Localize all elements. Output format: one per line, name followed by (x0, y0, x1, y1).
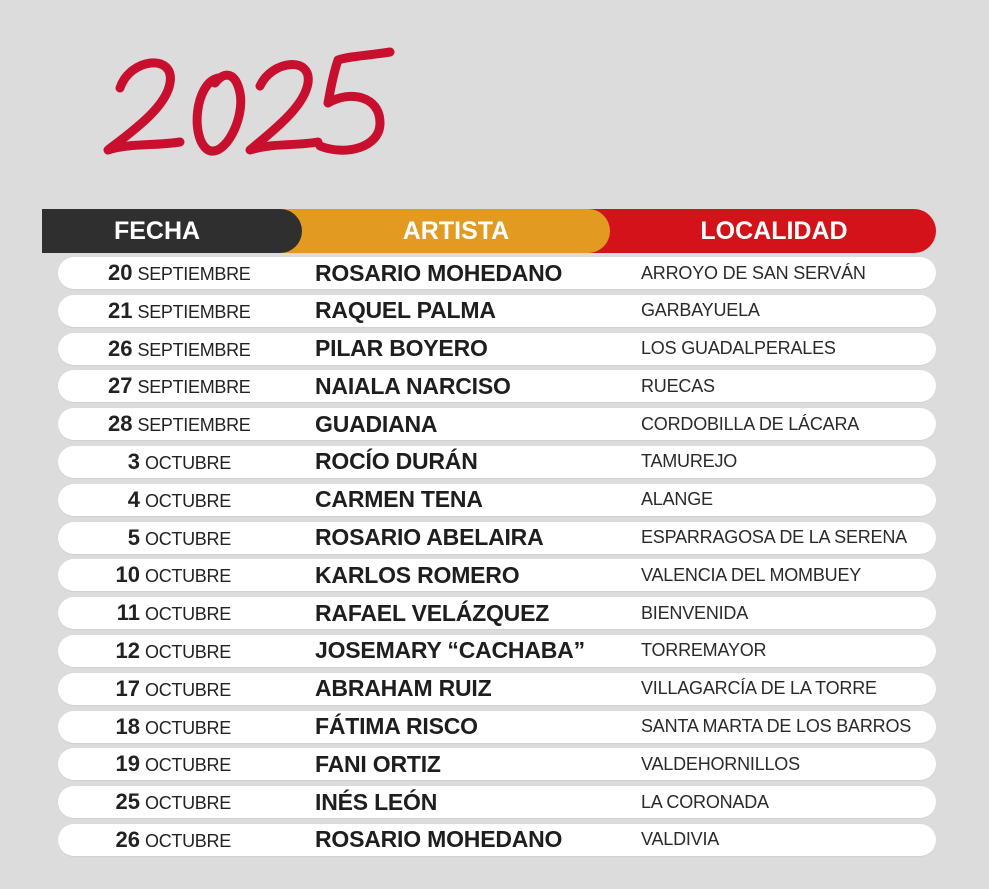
row-day: 4 (127, 486, 140, 512)
row-month: SEPTIEMBRE (137, 301, 251, 322)
table-row (58, 559, 936, 591)
schedule-list (58, 257, 936, 862)
row-date (58, 333, 251, 365)
row-artist: NAIALA NARCISO (315, 372, 511, 399)
row-place: VALDEHORNILLOS (641, 753, 800, 774)
table-row (58, 484, 936, 516)
table-row (58, 673, 936, 705)
row-month: OCTUBRE (145, 793, 231, 814)
row-month: OCTUBRE (145, 528, 231, 549)
table-row (58, 597, 936, 629)
row-date (58, 446, 248, 478)
table-row (58, 824, 936, 856)
row-place: VILLAGARCÍA DE LA TORRE (641, 678, 877, 699)
table-row (58, 786, 936, 818)
row-place: BIENVENIDA (641, 602, 749, 623)
row-day: 10 (115, 562, 140, 588)
table-row (58, 748, 936, 780)
row-place: SANTA MARTA DE LOS BARROS (641, 716, 912, 737)
row-artist: INÉS LEÓN (315, 788, 438, 815)
row-artist: ROSARIO MOHEDANO (315, 259, 563, 286)
row-month: OCTUBRE (145, 490, 231, 511)
row-date (58, 295, 251, 327)
row-date (58, 711, 248, 743)
row-date (58, 522, 248, 554)
row-artist: GUADIANA (315, 410, 438, 437)
row-day: 3 (127, 448, 140, 474)
table-row (58, 635, 936, 667)
row-day: 19 (115, 751, 140, 777)
header-artista (272, 209, 610, 253)
table-row (58, 408, 936, 440)
row-day: 21 (108, 297, 133, 323)
row-artist: JOSEMARY “CACHABA” (315, 637, 585, 664)
row-artist: FÁTIMA RISCO (315, 713, 478, 740)
header-localidad (587, 209, 936, 253)
row-date (58, 824, 248, 856)
row-place: RUECAS (641, 375, 715, 396)
row-date (58, 597, 248, 629)
row-place: ESPARRAGOSA DE LA SERENA (641, 527, 907, 548)
row-day: 12 (115, 637, 140, 663)
table-row (58, 446, 936, 478)
row-date (58, 370, 251, 402)
table-row (58, 370, 936, 402)
table-header (42, 209, 936, 253)
row-artist: CARMEN TENA (315, 486, 483, 513)
header-fecha-label: FECHA (113, 216, 201, 245)
row-date (58, 673, 248, 705)
row-month: OCTUBRE (145, 452, 231, 473)
row-month: OCTUBRE (145, 830, 231, 851)
row-month: OCTUBRE (145, 717, 231, 738)
row-month: SEPTIEMBRE (137, 377, 251, 398)
row-date (58, 635, 248, 667)
table-row (58, 295, 936, 327)
header-fecha (42, 209, 302, 253)
row-artist: ROSARIO ABELAIRA (315, 524, 544, 551)
row-month: OCTUBRE (145, 679, 231, 700)
row-month: OCTUBRE (145, 604, 231, 625)
row-month: SEPTIEMBRE (137, 415, 251, 436)
row-date (58, 748, 248, 780)
row-date (58, 408, 251, 440)
table-row (58, 333, 936, 365)
row-day: 26 (108, 335, 133, 361)
row-place: TAMUREJO (641, 451, 738, 472)
row-day: 25 (115, 789, 140, 815)
row-artist: ABRAHAM RUIZ (315, 675, 492, 702)
row-place: TORREMAYOR (641, 640, 767, 661)
row-month: OCTUBRE (145, 755, 231, 776)
row-month: OCTUBRE (145, 566, 231, 587)
row-day: 28 (108, 411, 133, 437)
row-artist: PILAR BOYERO (315, 335, 488, 362)
row-artist: KARLOS ROMERO (315, 561, 520, 588)
row-day: 18 (115, 713, 140, 739)
row-date (58, 559, 248, 591)
header-artista-label: ARTISTA (402, 216, 510, 245)
row-date (58, 484, 248, 516)
row-place: GARBAYUELA (641, 300, 760, 321)
row-artist: FANI ORTIZ (315, 750, 441, 777)
row-place: LA CORONADA (641, 791, 769, 812)
row-day: 27 (108, 373, 133, 399)
table-row (58, 711, 936, 743)
row-day: 26 (115, 826, 140, 852)
table-row (58, 522, 936, 554)
row-place: VALENCIA DEL MOMBUEY (641, 564, 862, 585)
row-day: 20 (108, 260, 133, 285)
row-artist: ROSARIO MOHEDANO (315, 826, 563, 853)
row-day: 5 (127, 524, 140, 550)
row-place: ARROYO DE SAN SERVÁN (641, 262, 866, 283)
row-place: VALDIVIA (641, 829, 720, 850)
row-place: LOS GUADALPERALES (641, 338, 836, 359)
row-month: SEPTIEMBRE (137, 264, 251, 284)
row-date (58, 257, 251, 289)
row-artist: RAFAEL VELÁZQUEZ (315, 599, 550, 626)
row-date (58, 786, 248, 818)
row-artist: RAQUEL PALMA (315, 297, 496, 324)
row-month: OCTUBRE (145, 641, 231, 662)
table-row (58, 257, 936, 289)
row-place: ALANGE (641, 489, 713, 510)
row-day: 11 (116, 600, 140, 626)
row-place: CORDOBILLA DE LÁCARA (641, 413, 860, 434)
year-title (100, 38, 400, 168)
row-day: 17 (115, 675, 140, 701)
header-localidad-label: LOCALIDAD (700, 216, 848, 245)
row-month: SEPTIEMBRE (137, 339, 251, 360)
row-artist: ROCÍO DURÁN (315, 448, 478, 475)
